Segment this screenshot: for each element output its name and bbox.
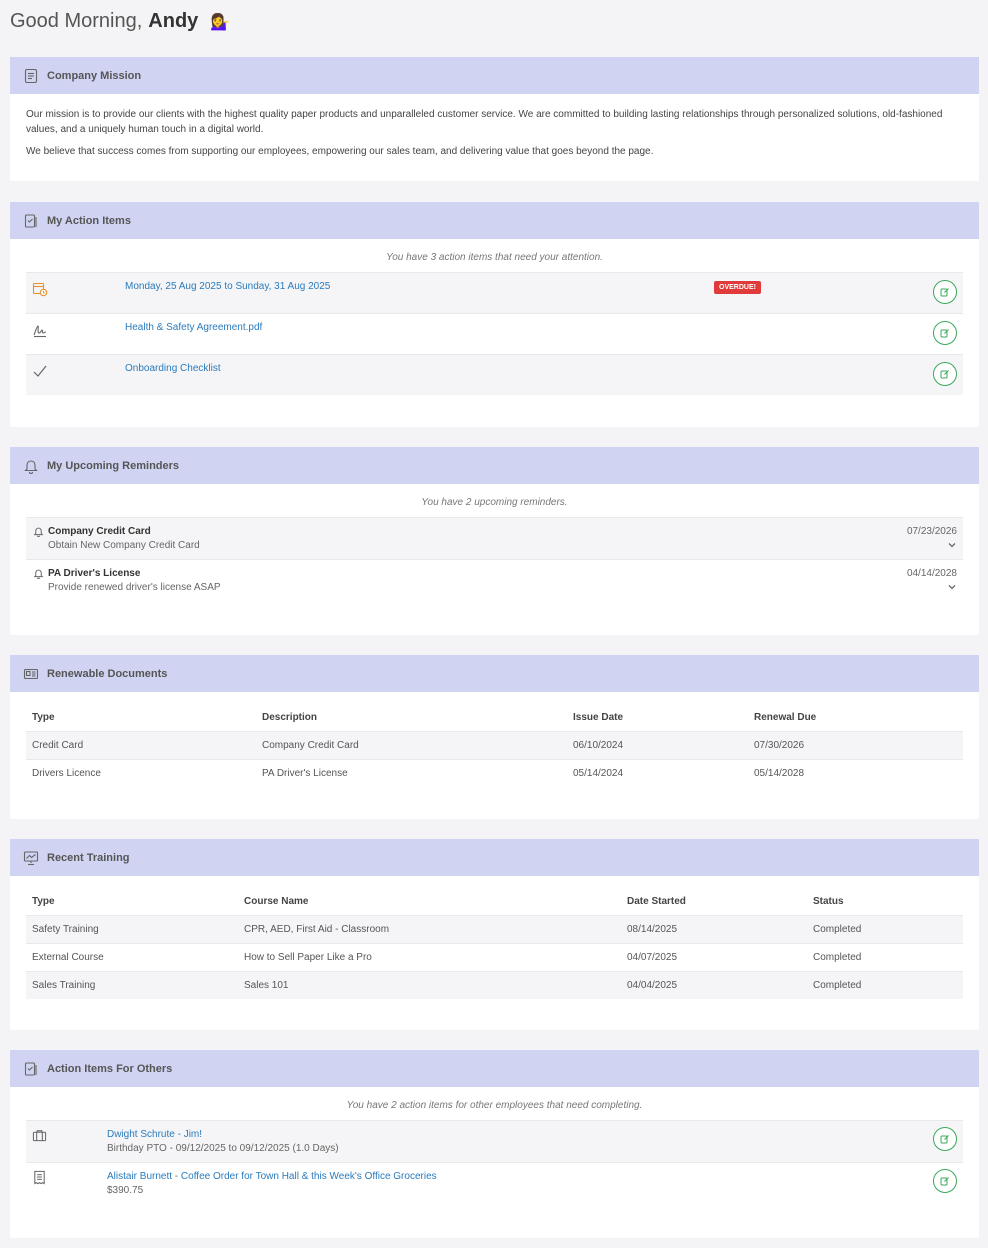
overdue-badge: OVERDUE! [714, 281, 761, 294]
recent-training-table [26, 888, 963, 999]
others-action-subtitle: $390.75 [107, 1185, 144, 1196]
action-items-others-summary: You have 2 action items for other employees that need completing. [346, 1100, 643, 1111]
others-action-row[interactable] [26, 1120, 963, 1162]
edit-button[interactable] [933, 1169, 957, 1193]
table-cell: Completed [807, 916, 963, 944]
column-header: Description [262, 712, 318, 723]
table-header-row [26, 888, 963, 916]
reminder-date: 04/14/2028 [906, 568, 957, 579]
action-items-title: My Action Items [47, 214, 131, 227]
id-card-icon [23, 666, 39, 682]
edit-button[interactable] [933, 321, 957, 345]
company-mission-panel [10, 57, 979, 181]
action-items-others-panel [10, 1050, 979, 1238]
table-cell: Completed [807, 944, 963, 972]
table-cell: Drivers Licence [26, 760, 256, 788]
receipt-icon [32, 1170, 47, 1185]
table-cell: 04/04/2025 [621, 972, 807, 1000]
action-item-link-safety-agreement[interactable]: Health & Safety Agreement.pdf [125, 322, 263, 333]
edit-button[interactable] [933, 1127, 957, 1151]
recent-training-header [10, 839, 979, 876]
reminder-row[interactable] [26, 517, 963, 559]
renewable-documents-table [26, 704, 963, 787]
table-cell: 06/10/2024 [567, 732, 748, 760]
action-item-row[interactable] [26, 272, 963, 313]
column-header: Type [32, 896, 55, 907]
reminders-panel [10, 447, 979, 635]
others-action-link[interactable]: Alistair Burnett - Coffee Order for Town Hall & this Week's Office Groceries [107, 1171, 437, 1182]
presentation-chart-icon [23, 850, 39, 866]
reminder-title: PA Driver's License [48, 568, 141, 579]
action-items-others-title: Action Items For Others [47, 1062, 173, 1075]
document-icon [23, 68, 39, 84]
column-header: Status [813, 896, 844, 907]
others-action-link[interactable]: Dwight Schrute - Jim! [107, 1129, 203, 1140]
reminders-title: My Upcoming Reminders [47, 459, 180, 472]
table-row[interactable] [26, 916, 963, 944]
others-action-row[interactable] [26, 1162, 963, 1204]
mission-paragraph-1: Our mission is to provide our clients with the highest quality paper products and unparalleled customer service. We are committed to building lasting relationships through personalized solutions, old-fashioned values, and a uniquely human touch in a digital world. [26, 109, 943, 135]
signature-icon [32, 322, 48, 338]
calendar-clock-icon [32, 281, 48, 297]
greeting-name: Andy [148, 10, 199, 32]
company-mission-title: Company Mission [47, 69, 142, 82]
action-items-header [10, 202, 979, 239]
renewable-documents-header [10, 655, 979, 692]
bell-icon [33, 526, 44, 537]
reminders-header [10, 447, 979, 484]
table-cell: Sales 101 [238, 972, 621, 1000]
column-header: Type [32, 712, 55, 723]
table-cell: 04/07/2025 [621, 944, 807, 972]
reminder-subtitle: Obtain New Company Credit Card [48, 540, 200, 551]
column-header: Course Name [244, 896, 309, 907]
chevron-down-icon[interactable] [947, 540, 957, 550]
reminder-row[interactable] [26, 559, 963, 601]
table-cell: PA Driver's License [256, 760, 567, 788]
recent-training-panel [10, 839, 979, 1030]
table-cell: 08/14/2025 [621, 916, 807, 944]
reminder-date: 07/23/2026 [906, 526, 957, 537]
edit-icon [940, 1134, 950, 1144]
edit-icon [940, 328, 950, 338]
table-cell: 05/14/2024 [567, 760, 748, 788]
recent-training-title: Recent Training [47, 851, 130, 864]
edit-icon [940, 287, 950, 297]
reminder-title: Company Credit Card [48, 526, 151, 537]
edit-button[interactable] [933, 362, 957, 386]
table-cell: Completed [807, 972, 963, 1000]
column-header: Date Started [627, 896, 686, 907]
column-header: Issue Date [573, 712, 624, 723]
action-items-summary: You have 3 action items that need your attention. [386, 252, 603, 263]
reminder-subtitle: Provide renewed driver's license ASAP [48, 582, 221, 593]
table-cell: CPR, AED, First Aid - Classroom [238, 916, 621, 944]
column-header: Renewal Due [754, 712, 817, 723]
table-cell: 05/14/2028 [748, 760, 963, 788]
checkmark-icon [32, 363, 48, 379]
renewable-documents-panel [10, 655, 979, 819]
briefcase-icon [32, 1128, 47, 1143]
table-cell: How to Sell Paper Like a Pro [238, 944, 621, 972]
table-row[interactable] [26, 944, 963, 972]
table-cell: Company Credit Card [256, 732, 567, 760]
action-item-link-onboarding[interactable]: Onboarding Checklist [125, 363, 221, 374]
company-mission-header [10, 57, 979, 94]
bell-icon [33, 568, 44, 579]
table-row[interactable] [26, 972, 963, 1000]
bell-icon [23, 458, 39, 474]
table-cell: Safety Training [26, 916, 238, 944]
greeting [10, 10, 230, 33]
action-items-others-header [10, 1050, 979, 1087]
table-header-row [26, 704, 963, 732]
table-cell: External Course [26, 944, 238, 972]
greeting-emoji: 💁‍♀️ [210, 13, 231, 31]
edit-icon [940, 1176, 950, 1186]
clipboard-check-icon [23, 1061, 39, 1077]
table-row[interactable] [26, 732, 963, 760]
table-row[interactable] [26, 760, 963, 788]
action-item-link-timesheet[interactable]: Monday, 25 Aug 2025 to Sunday, 31 Aug 2025 [125, 281, 331, 292]
action-item-row[interactable] [26, 313, 963, 354]
greeting-prefix: Good Morning, [10, 10, 143, 32]
table-cell: 07/30/2026 [748, 732, 963, 760]
table-cell: Credit Card [26, 732, 256, 760]
edit-button[interactable] [933, 280, 957, 304]
action-items-panel [10, 202, 979, 427]
chevron-down-icon[interactable] [947, 582, 957, 592]
renewable-documents-title: Renewable Documents [47, 667, 168, 680]
edit-icon [940, 369, 950, 379]
reminders-summary: You have 2 upcoming reminders. [421, 497, 568, 508]
action-item-row[interactable] [26, 354, 963, 395]
mission-paragraph-2: We believe that success comes from supporting our employees, empowering our sales team, and delivering value that goes beyond the page. [26, 146, 654, 157]
clipboard-check-icon [23, 213, 39, 229]
others-action-subtitle: Birthday PTO - 09/12/2025 to 09/12/2025 (1.0 Days) [107, 1143, 339, 1154]
table-cell: Sales Training [26, 972, 238, 1000]
